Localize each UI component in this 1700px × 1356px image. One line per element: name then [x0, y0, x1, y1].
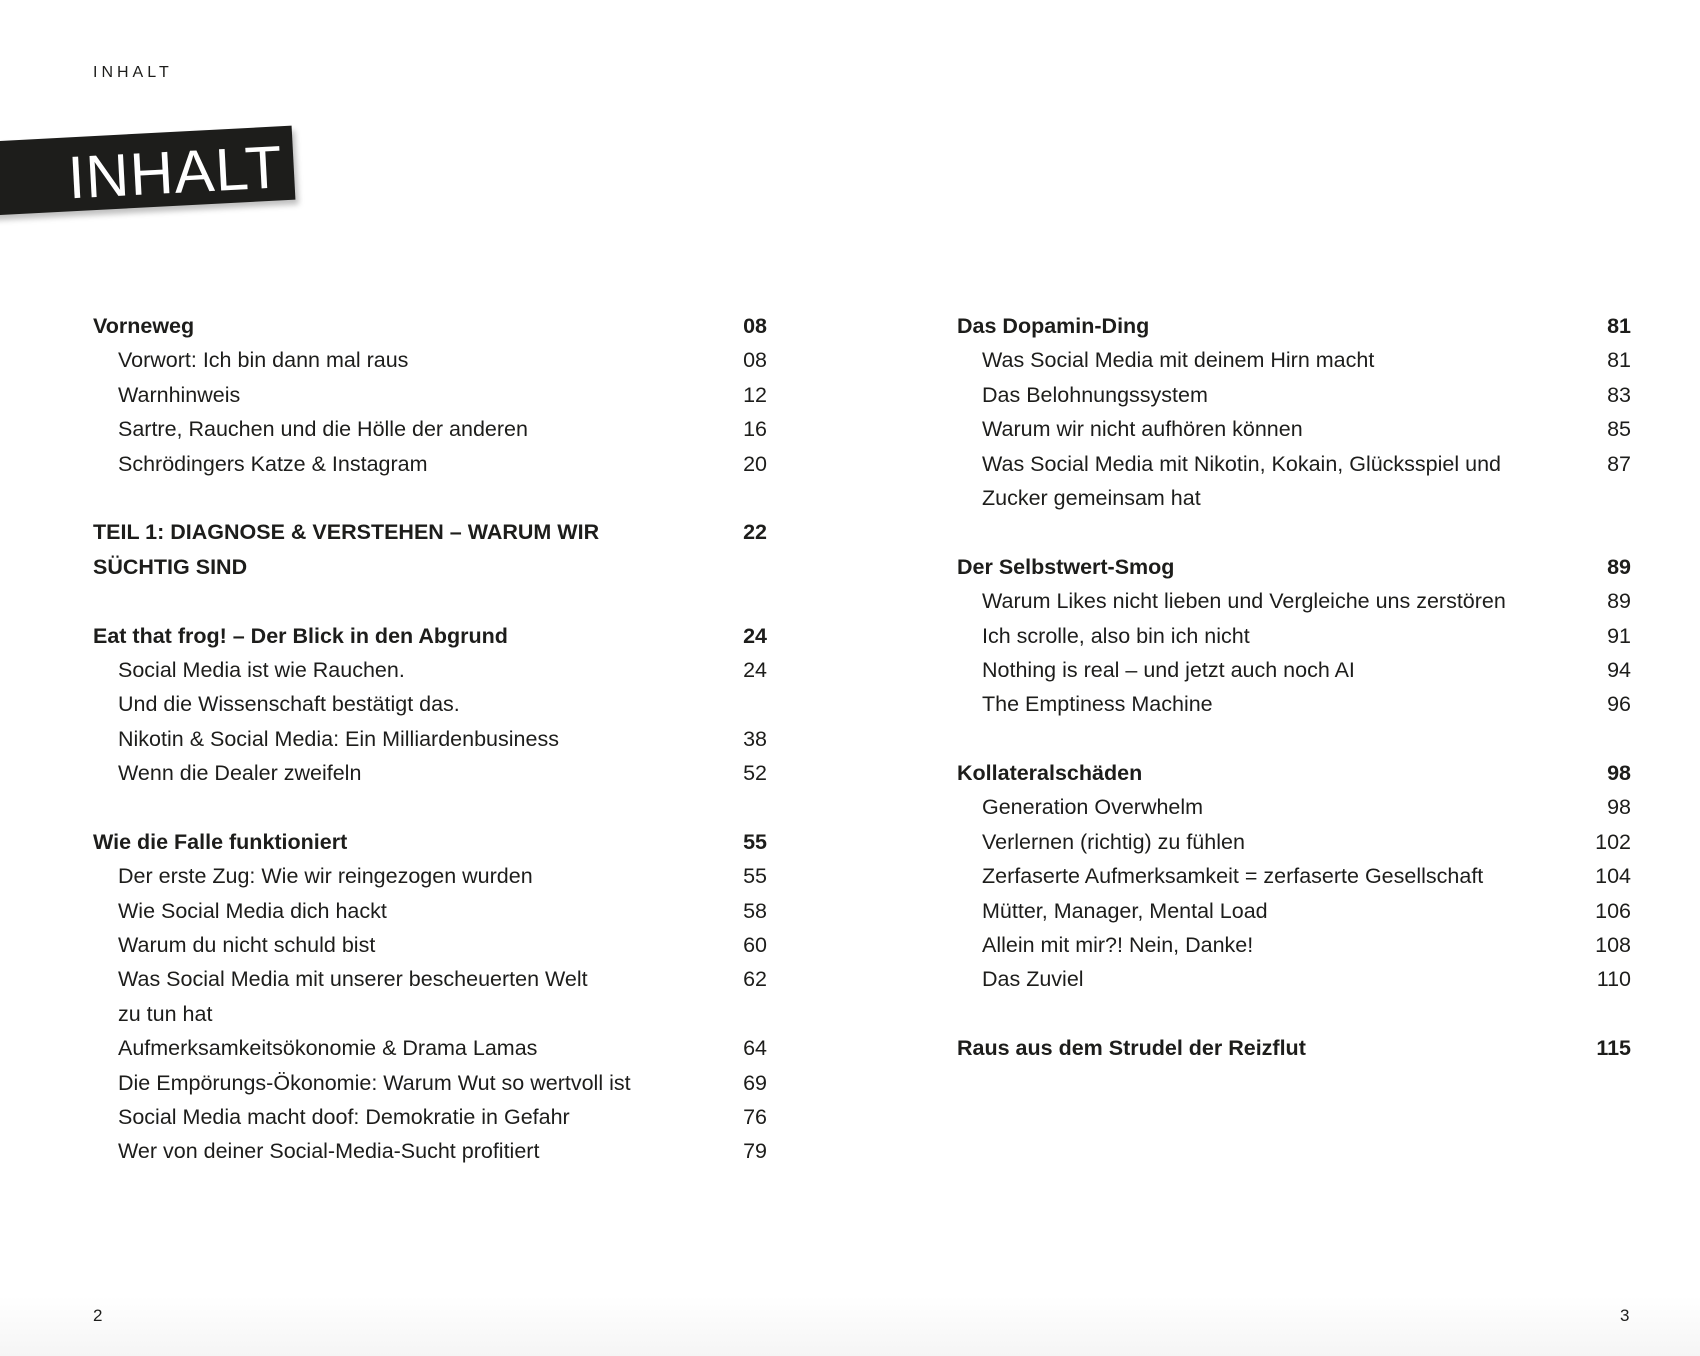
toc-entry-title: Kollateralschäden — [957, 761, 1143, 786]
toc-section[interactable] — [957, 756, 1631, 790]
running-head: INHALT — [93, 64, 173, 81]
toc-section[interactable] — [957, 550, 1631, 584]
toc-entry-title: Das Dopamin-Ding — [957, 314, 1150, 338]
toc-page-number: 91 — [1607, 623, 1631, 648]
toc-item[interactable] — [957, 447, 1631, 516]
toc-entry-title: Was Social Media mit Nikotin, Kokain, Glücksspiel und — [982, 451, 1501, 476]
toc-entry-title: SÜCHTIG SIND — [93, 554, 248, 579]
toc-item[interactable] — [93, 653, 767, 722]
title-banner — [0, 126, 295, 216]
toc-entry-title: Was Social Media mit unserer bescheuerten Welt — [118, 967, 588, 992]
toc-page-number: 24 — [743, 623, 767, 648]
toc-item[interactable] — [957, 619, 1631, 653]
toc-entry-title: Nikotin & Social Media: Ein Milliardenbusiness — [118, 726, 559, 751]
toc-page-number: 96 — [1607, 692, 1631, 717]
toc-item[interactable] — [957, 928, 1631, 962]
toc-entry-title: Social Media macht doof: Demokratie in Gefahr — [118, 1104, 570, 1129]
toc-item[interactable] — [93, 756, 767, 790]
toc-entry-title: Social Media ist wie Rauchen. — [118, 657, 405, 682]
toc-entry-title: Zerfaserte Aufmerksamkeit = zerfaserte Gesellschaft — [982, 864, 1484, 889]
toc-item[interactable] — [957, 378, 1631, 412]
toc-section[interactable] — [957, 1031, 1631, 1065]
toc-page-number: 20 — [743, 451, 767, 476]
toc-entry-title: TEIL 1: DIAGNOSE & VERSTEHEN – WARUM WIR — [93, 520, 600, 545]
toc-entry-title: Schrödingers Katze & Instagram — [118, 451, 428, 476]
toc-entry-title: Wie die Falle funktioniert — [93, 829, 348, 854]
toc-entry-title: Eat that frog! – Der Blick in den Abgrund — [93, 623, 508, 648]
toc-item[interactable] — [93, 1134, 767, 1168]
toc-entry-title: Wie Social Media dich hackt — [118, 898, 387, 923]
toc-item[interactable] — [93, 1100, 767, 1134]
toc-page-number: 108 — [1595, 933, 1631, 958]
toc-page-number: 12 — [743, 382, 767, 407]
toc-entry-title: Der erste Zug: Wie wir reingezogen wurden — [118, 864, 533, 889]
toc-entry-title: Warnhinweis — [118, 382, 241, 407]
toc-item[interactable] — [93, 962, 767, 1031]
toc-page-number: 98 — [1607, 761, 1631, 786]
toc-section[interactable] — [957, 309, 1631, 343]
toc-entry-title: Warum wir nicht aufhören können — [982, 417, 1303, 442]
toc-entry-title: Zucker gemeinsam hat — [982, 485, 1201, 510]
toc-entry-title: Wer von deiner Social-Media-Sucht profitiert — [118, 1139, 540, 1164]
toc-entry-title: zu tun hat — [118, 1001, 213, 1026]
toc-entry-title: Generation Overwhelm — [982, 795, 1204, 820]
toc-item[interactable] — [957, 687, 1631, 721]
toc-page-number: 58 — [743, 898, 767, 923]
toc-entry-title: Sartre, Rauchen und die Hölle der anderen — [118, 417, 528, 442]
page-shadow — [0, 1296, 1700, 1356]
toc-entry-title: Vorwort: Ich bin dann mal raus — [118, 348, 409, 373]
toc-page-number: 87 — [1607, 451, 1631, 476]
toc-entry-title: Was Social Media mit deinem Hirn macht — [982, 348, 1375, 373]
toc-page-number: 94 — [1607, 657, 1631, 682]
toc-entry-title: Aufmerksamkeitsökonomie & Drama Lamas — [118, 1036, 538, 1061]
toc-page-number: 115 — [1596, 1036, 1631, 1061]
toc-page-number: 81 — [1607, 348, 1631, 373]
toc-item[interactable] — [957, 894, 1631, 928]
toc-item[interactable] — [93, 894, 767, 928]
toc-entry-title: Mütter, Manager, Mental Load — [982, 898, 1268, 923]
toc-page-number: 24 — [743, 657, 767, 682]
toc-item[interactable] — [93, 378, 767, 412]
toc-item[interactable] — [957, 343, 1631, 377]
page-title: INHALT — [66, 133, 285, 212]
toc-page-number: 08 — [743, 348, 767, 373]
toc-entry-title: Der Selbstwert-Smog — [957, 554, 1175, 579]
toc-page-number: 89 — [1607, 589, 1631, 614]
toc-item[interactable] — [93, 1066, 767, 1100]
toc-entry-title: The Emptiness Machine — [982, 692, 1213, 717]
toc-page-number: 16 — [743, 417, 767, 442]
toc-page-number: 60 — [743, 933, 767, 958]
toc-item[interactable] — [93, 722, 767, 756]
toc-section[interactable] — [93, 515, 767, 584]
toc-entry-title: Vorneweg — [93, 314, 195, 338]
toc-left-column — [93, 309, 767, 1169]
toc-page-number: 110 — [1596, 967, 1631, 992]
toc-entry-title: Und die Wissenschaft bestätigt das. — [118, 692, 460, 717]
toc-page-number: 104 — [1595, 864, 1631, 889]
toc-item[interactable] — [93, 1031, 767, 1065]
toc-page-number: 76 — [743, 1104, 767, 1129]
toc-item[interactable] — [957, 825, 1631, 859]
toc-page-number: 89 — [1607, 554, 1631, 579]
toc-page-number: 85 — [1607, 417, 1631, 442]
toc-item[interactable] — [957, 653, 1631, 687]
toc-entry-title: Das Belohnungssystem — [982, 382, 1208, 407]
toc-item[interactable] — [93, 447, 767, 481]
toc-entry-title: Das Zuviel — [982, 967, 1084, 992]
toc-item[interactable] — [93, 859, 767, 893]
toc-entry-title: Allein mit mir?! Nein, Danke! — [982, 933, 1254, 958]
toc-page-number: 52 — [743, 761, 767, 786]
toc-item[interactable] — [957, 859, 1631, 893]
toc-page-number: 08 — [743, 314, 767, 338]
toc-item[interactable] — [957, 412, 1631, 446]
toc-page-number: 102 — [1595, 829, 1631, 854]
toc-item[interactable] — [93, 343, 767, 377]
toc-entry-title: Warum du nicht schuld bist — [118, 933, 376, 958]
toc-entry-title: Verlernen (richtig) zu fühlen — [982, 829, 1245, 854]
toc-page-number: 38 — [743, 726, 767, 751]
toc-page-number: 69 — [743, 1070, 767, 1095]
page-number-left: 2 — [93, 1306, 103, 1325]
toc-entry-title: Raus aus dem Strudel der Reizflut — [957, 1036, 1306, 1061]
toc-page-number: 22 — [743, 520, 767, 545]
toc-page-number: 79 — [743, 1139, 767, 1164]
toc-page-number: 55 — [743, 829, 767, 854]
toc-page-number: 64 — [743, 1036, 767, 1061]
toc-section[interactable] — [93, 619, 767, 653]
toc-page-number: 106 — [1595, 898, 1631, 923]
toc-page-number: 62 — [743, 967, 767, 992]
toc-page-number: 98 — [1607, 795, 1631, 820]
toc-item[interactable] — [93, 928, 767, 962]
toc-entry-title: Wenn die Dealer zweifeln — [118, 761, 362, 786]
toc-page-number: 55 — [743, 864, 767, 889]
toc-page-number: 83 — [1607, 382, 1631, 407]
toc-entry-title: Nothing is real – und jetzt auch noch AI — [982, 657, 1355, 682]
toc-section[interactable] — [93, 825, 767, 859]
toc-item[interactable] — [957, 962, 1631, 996]
toc-section[interactable] — [93, 309, 767, 343]
toc-item[interactable] — [957, 790, 1631, 824]
toc-item[interactable] — [957, 584, 1631, 618]
toc-entry-title: Warum Likes nicht lieben und Vergleiche uns zerstören — [982, 589, 1506, 614]
toc-entry-title: Die Empörungs-Ökonomie: Warum Wut so wertvoll ist — [118, 1070, 631, 1095]
toc-item[interactable] — [93, 412, 767, 446]
page-number-right: 3 — [1620, 1306, 1630, 1325]
toc-page-number: 81 — [1607, 314, 1631, 338]
toc-right-column — [957, 309, 1631, 1066]
toc-entry-title: Ich scrolle, also bin ich nicht — [982, 623, 1250, 648]
